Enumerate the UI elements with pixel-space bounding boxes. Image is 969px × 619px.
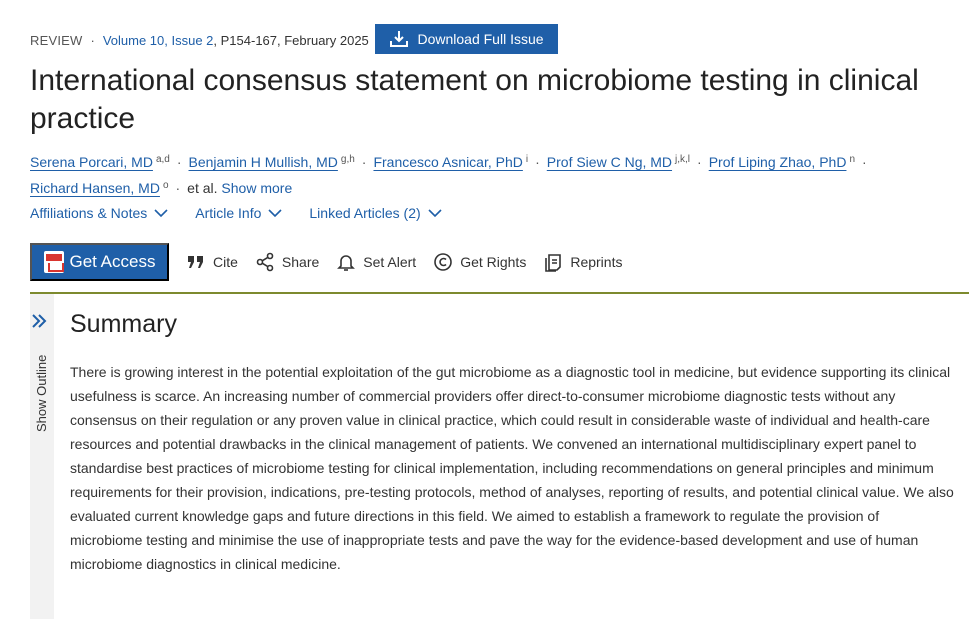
author-separator: ·: [361, 154, 367, 170]
chevron-down-icon: [427, 205, 443, 221]
set-alert-label: Set Alert: [363, 254, 417, 270]
author-separator: ·: [535, 154, 540, 170]
show-outline-toggle[interactable]: Show Outline: [34, 354, 49, 432]
affiliations-notes-toggle[interactable]: [30, 205, 169, 221]
author-affiliation: a,d: [155, 154, 170, 165]
article-toolbar: [30, 243, 622, 281]
get-access-label: Get Access: [69, 252, 156, 271]
author-link[interactable]: Richard Hansen, MD: [30, 180, 160, 196]
set-alert-button[interactable]: [336, 252, 416, 272]
linked-articles-label: Linked Articles (2): [309, 205, 421, 221]
article-type: REVIEW: [30, 32, 83, 48]
author-affiliation: j,k,l: [675, 154, 691, 165]
summary-heading: Summary: [70, 310, 177, 338]
share-button[interactable]: [255, 252, 319, 272]
outline-rail[interactable]: [30, 294, 54, 619]
author-separator: ·: [862, 154, 867, 170]
reprints-label: Reprints: [570, 254, 623, 270]
cite-button[interactable]: [186, 252, 238, 272]
download-label: Download Full Issue: [417, 31, 544, 47]
author-list: [30, 148, 930, 200]
copyright-icon: [433, 252, 453, 272]
volume-issue-link[interactable]: Volume 10, Issue 2: [102, 32, 214, 48]
author-affiliation: i: [525, 154, 529, 165]
author-link[interactable]: Francesco Asnicar, PhD: [373, 154, 523, 170]
author-affiliation: n: [849, 154, 856, 165]
download-full-issue-button[interactable]: [375, 24, 558, 54]
pages-date: , P154-167, February 2025: [213, 32, 369, 48]
section-divider: [30, 292, 969, 294]
get-access-button[interactable]: [30, 243, 169, 281]
cite-label: Cite: [213, 254, 238, 270]
article-title: International consensus statement on microbiome testing in clinical practice: [30, 64, 919, 135]
article-info-toggle[interactable]: [195, 205, 283, 221]
author-link[interactable]: Benjamin H Mullish, MD: [188, 154, 338, 170]
quote-icon: [186, 252, 206, 272]
chevron-down-icon: [267, 205, 283, 221]
linked-articles-toggle[interactable]: [309, 205, 442, 221]
double-chevron-right-icon[interactable]: [30, 312, 48, 330]
author-affiliation: o: [162, 180, 169, 191]
show-more-authors-link[interactable]: Show more: [221, 180, 293, 196]
pdf-icon: [44, 251, 64, 273]
chevron-down-icon: [153, 205, 169, 221]
author-separator: ·: [175, 180, 181, 196]
article-info-label: Article Info: [195, 205, 262, 221]
author-affiliation: g,h: [340, 154, 355, 165]
download-icon: [389, 29, 409, 49]
share-label: Share: [281, 254, 320, 270]
get-rights-button[interactable]: [433, 252, 526, 272]
reprints-icon: [543, 252, 563, 272]
meta-separator: ·: [90, 32, 95, 48]
share-icon: [255, 252, 275, 272]
author-link[interactable]: Serena Porcari, MD: [30, 154, 153, 170]
author-separator: ·: [697, 154, 702, 170]
author-separator: ·: [176, 154, 182, 170]
summary-text: There is growing interest in the potential exploitation of the gut microbiome as a diagnostic tool in medicine, but evidence supporting its clinical usefulness is scarce. An increasing number of commercial providers offer direct-to-consumer microbiome diagnostic tests without any consensus on their regulation or any proven value in clinical practice, which could result in considerable waste of individual and health-care resources and potential drawbacks in the clinical management of patients. We convened an international multidisciplinary expert panel to standardise best practices of microbiome testing for clinical implementation, including recommendations on general principles and minimum requirements for their provision, indications, pre-testing protocols, method of analyses, reporting of results, and potential clinical value. We also evaluated current knowledge gaps and future directions in this field. We aimed to establish a framework to regulate the provision of microbiome testing and minimise the use of inappropriate tests and pave the way for the evidence-based development and use of human microbiome diagnostics in clinical medicine.: [70, 364, 954, 572]
author-link[interactable]: Prof Liping Zhao, PhD: [708, 154, 847, 170]
article-info-links: [30, 205, 443, 221]
get-rights-label: Get Rights: [460, 254, 527, 270]
reprints-button[interactable]: [543, 252, 622, 272]
affiliations-label: Affiliations & Notes: [30, 205, 148, 221]
et-al: et al.: [187, 180, 218, 196]
author-link[interactable]: Prof Siew C Ng, MD: [546, 154, 673, 170]
bell-icon: [336, 252, 356, 272]
article-meta: [30, 24, 369, 56]
